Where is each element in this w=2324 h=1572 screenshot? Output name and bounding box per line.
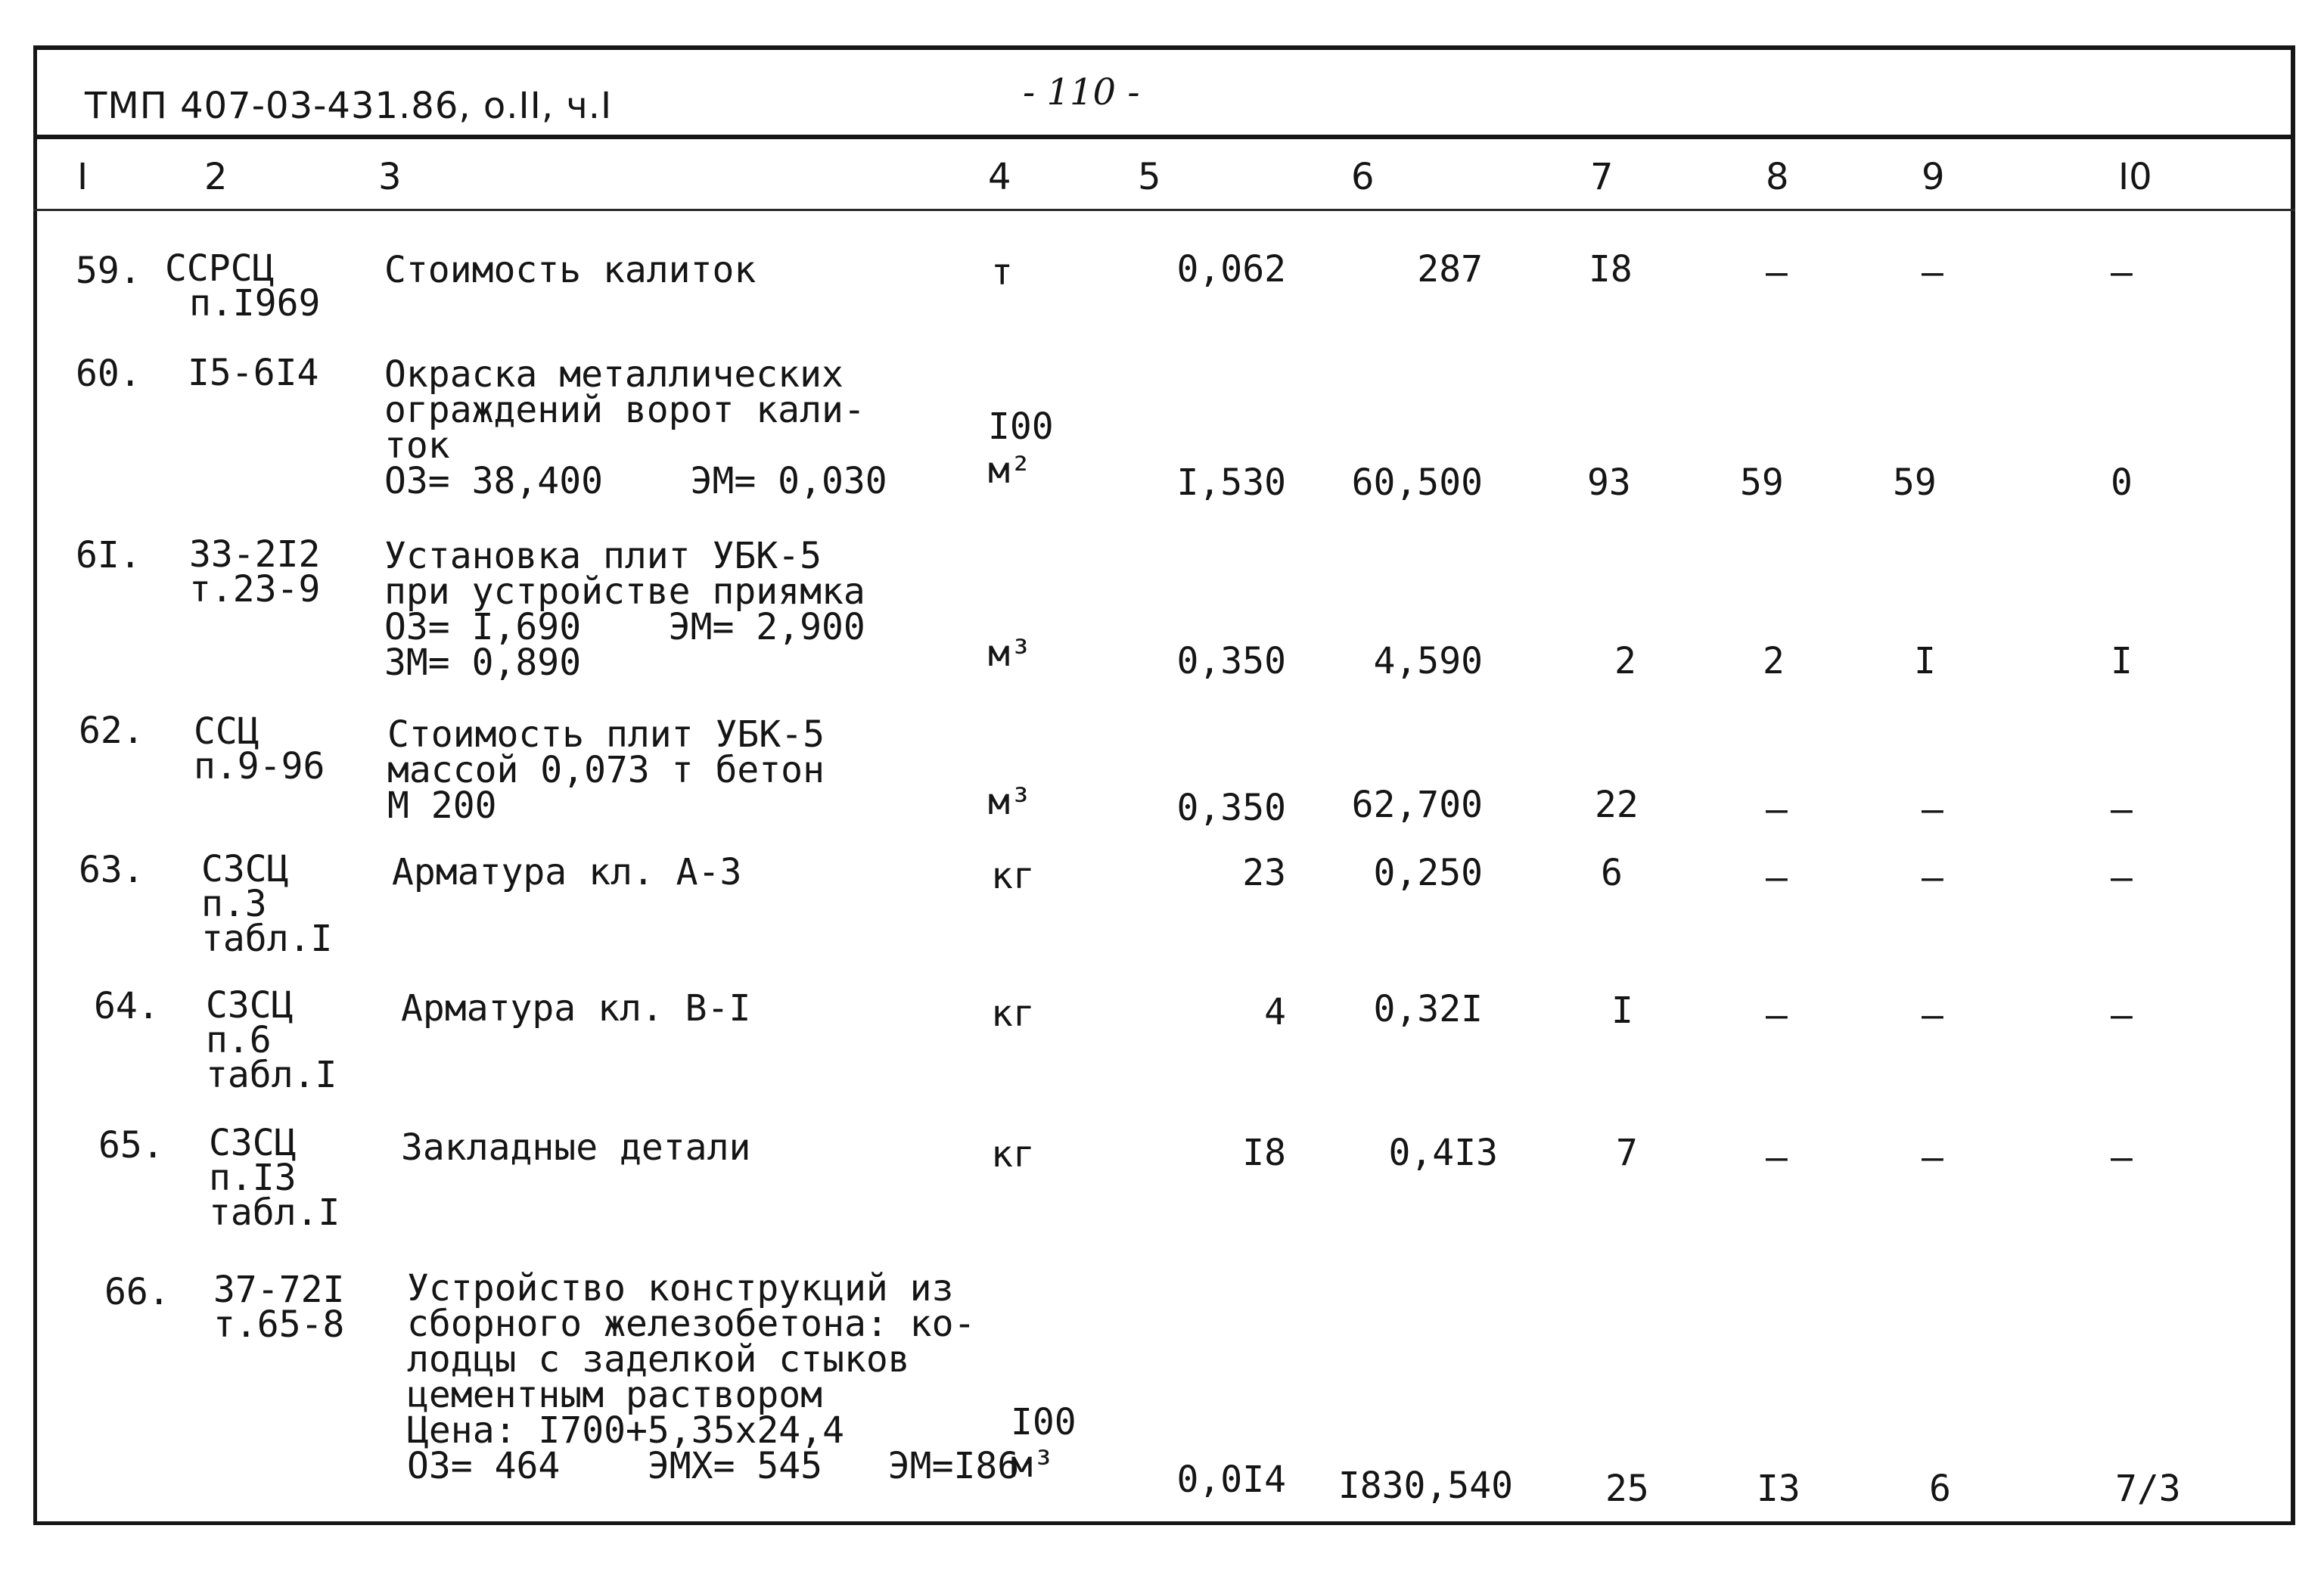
row-60-col7: 93: [1587, 461, 1631, 504]
column-header-1: I: [77, 156, 89, 198]
row-65-quantity: I8: [1242, 1132, 1286, 1174]
row-65-number: 65.: [98, 1124, 164, 1167]
row-64-col8: –: [1766, 994, 1788, 1036]
row-64-ref-3: табл.I: [206, 1054, 337, 1096]
row-63-ref-3: табл.I: [201, 918, 333, 960]
row-65-ref-3: табл.I: [209, 1191, 340, 1234]
row-60-price: 60,500: [1351, 461, 1483, 504]
row-65-ref-1: СЗСЦ: [209, 1122, 297, 1164]
row-65-desc-1: Закладные детали: [401, 1126, 751, 1169]
column-header-6: 6: [1351, 156, 1375, 198]
row-60-number: 60.: [76, 353, 141, 395]
row-60-desc-3: ток: [384, 424, 450, 467]
row-59-unit: т: [991, 251, 1013, 294]
row-61-desc-1: Установка плит УБК-5: [384, 535, 822, 577]
row-61-desc-4: ЗМ= 0,890: [384, 642, 582, 684]
row-60-desc-1: Окраска металлических: [384, 353, 844, 396]
row-63-quantity: 23: [1242, 852, 1286, 894]
row-62-desc-1: Стоимость плит УБК-5: [387, 713, 825, 756]
row-60-unit-1: I00: [988, 405, 1054, 448]
row-62-col8: –: [1766, 788, 1788, 831]
row-63-ref-2: п.3: [201, 883, 267, 925]
page-number: - 110 -: [1023, 71, 1140, 113]
row-63-col9: –: [1922, 856, 1943, 899]
row-66-unit-2: м³: [1011, 1443, 1055, 1486]
row-60-col9: 59: [1893, 461, 1937, 504]
row-64-quantity: 4: [1264, 991, 1286, 1033]
row-61-desc-2: при устройстве приямка: [384, 570, 865, 613]
row-65-col7: 7: [1616, 1132, 1638, 1174]
row-63-desc-1: Арматура кл. А-3: [392, 851, 742, 893]
column-header-divider: [33, 209, 2295, 211]
row-63-col7: 6: [1601, 852, 1623, 894]
column-header-7: 7: [1590, 156, 1614, 198]
document-code: ТМП 407-03-431.86, о.II, ч.I: [85, 85, 613, 127]
row-65-ref-2: п.I3: [209, 1157, 297, 1199]
row-63-unit: кг: [991, 855, 1035, 897]
row-64-number: 64.: [94, 985, 160, 1027]
row-63-price: 0,250: [1373, 852, 1483, 894]
row-60-unit-2: м²: [988, 449, 1032, 492]
row-59-desc-1: Стоимость калиток: [384, 249, 757, 291]
row-63-col10: –: [2111, 856, 2133, 899]
row-66-desc-3: лодцы с заделкой стыков: [407, 1338, 910, 1381]
row-61-price: 4,590: [1373, 640, 1483, 682]
row-59-number: 59.: [76, 250, 141, 292]
row-62-price: 62,700: [1351, 784, 1483, 826]
row-60-ref-1: I5-6I4: [188, 352, 319, 394]
row-66-desc-1: Устройство конструкций из: [407, 1267, 954, 1309]
row-66-desc-4: цементным раствором: [407, 1374, 823, 1416]
row-61-ref-1: 33-2I2: [189, 533, 321, 576]
row-59-quantity: 0,062: [1176, 248, 1286, 290]
row-62-ref-1: ССЦ: [194, 710, 259, 753]
row-63-col8: –: [1766, 856, 1788, 899]
column-header-10: I0: [2118, 156, 2152, 198]
row-65-col8: –: [1766, 1136, 1788, 1179]
row-64-col9: –: [1922, 994, 1943, 1036]
row-60-desc-2: ограждений ворот кали-: [384, 389, 865, 431]
row-65-price: 0,4I3: [1388, 1132, 1498, 1174]
header-divider: [33, 135, 2295, 139]
row-64-price: 0,32I: [1373, 988, 1483, 1030]
row-61-col8: 2: [1763, 640, 1785, 682]
row-62-quantity: 0,350: [1176, 787, 1286, 829]
row-60-col10: 0: [2111, 461, 2133, 504]
row-60-desc-4: ОЗ= 38,400 ЭМ= 0,030: [384, 460, 887, 502]
row-66-unit-1: I00: [1011, 1401, 1077, 1443]
row-62-col7: 22: [1595, 784, 1639, 826]
row-59-ref-1: ССРСЦ: [165, 247, 275, 290]
row-59-col8: –: [1766, 251, 1788, 294]
row-63-ref-1: СЗСЦ: [201, 848, 289, 890]
row-61-quantity: 0,350: [1176, 640, 1286, 682]
row-62-col10: –: [2111, 788, 2133, 831]
row-65-col10: –: [2111, 1136, 2133, 1179]
row-59-price: 287: [1417, 248, 1483, 290]
row-66-col9: 6: [1929, 1468, 1951, 1510]
row-62-desc-3: М 200: [387, 784, 497, 827]
row-59-col10: –: [2111, 251, 2133, 294]
row-64-col7: I: [1611, 989, 1633, 1032]
column-header-4: 4: [988, 156, 1011, 198]
row-59-col7: I8: [1589, 248, 1633, 290]
column-header-2: 2: [204, 156, 228, 198]
row-65-col9: –: [1922, 1136, 1943, 1179]
column-header-8: 8: [1766, 156, 1789, 198]
row-61-unit: м³: [988, 632, 1032, 675]
column-header-9: 9: [1922, 156, 1945, 198]
row-66-quantity: 0,0I4: [1176, 1459, 1286, 1501]
column-header-5: 5: [1138, 156, 1161, 198]
row-61-ref-2: т.23-9: [189, 568, 321, 610]
row-61-col7: 2: [1614, 640, 1636, 682]
row-66-ref-1: 37-72I: [213, 1269, 345, 1311]
row-66-col7: 25: [1605, 1468, 1649, 1510]
row-64-unit: кг: [991, 993, 1035, 1035]
row-62-number: 62.: [79, 710, 144, 752]
row-64-ref-2: п.6: [206, 1019, 272, 1061]
row-62-col9: –: [1922, 788, 1943, 831]
row-59-ref-2: п.I969: [189, 282, 321, 325]
row-66-number: 66.: [104, 1271, 170, 1313]
row-61-number: 6I.: [76, 534, 141, 576]
row-66-col8: I3: [1757, 1468, 1800, 1510]
column-header-3: 3: [378, 156, 402, 198]
row-63-number: 63.: [79, 849, 144, 891]
row-66-desc-6: ОЗ= 464 ЭМХ= 545 ЭМ=I86: [407, 1445, 1020, 1487]
row-62-desc-2: массой 0,073 т бетон: [387, 749, 825, 791]
row-60-quantity: I,530: [1176, 461, 1286, 504]
row-64-ref-1: СЗСЦ: [206, 984, 294, 1027]
row-60-col8: 59: [1740, 461, 1784, 504]
row-66-desc-2: сборного железобетона: ко-: [407, 1303, 976, 1345]
row-61-col10: I: [2111, 640, 2133, 682]
row-64-desc-1: Арматура кл. В-I: [401, 987, 751, 1030]
row-66-desc-5: Цена: I700+5,35х24,4: [407, 1409, 844, 1452]
row-66-col10: 7/3: [2115, 1468, 2181, 1510]
row-59-col9: –: [1922, 251, 1943, 294]
row-66-price: I830,540: [1338, 1465, 1513, 1507]
row-64-col10: –: [2111, 994, 2133, 1036]
row-62-ref-2: п.9-96: [194, 745, 325, 788]
row-62-unit: м³: [988, 781, 1032, 823]
row-65-unit: кг: [991, 1133, 1035, 1176]
row-61-desc-3: ОЗ= I,690 ЭМ= 2,900: [384, 606, 865, 648]
row-61-col9: I: [1914, 640, 1936, 682]
row-66-ref-2: т.65-8: [213, 1303, 345, 1346]
